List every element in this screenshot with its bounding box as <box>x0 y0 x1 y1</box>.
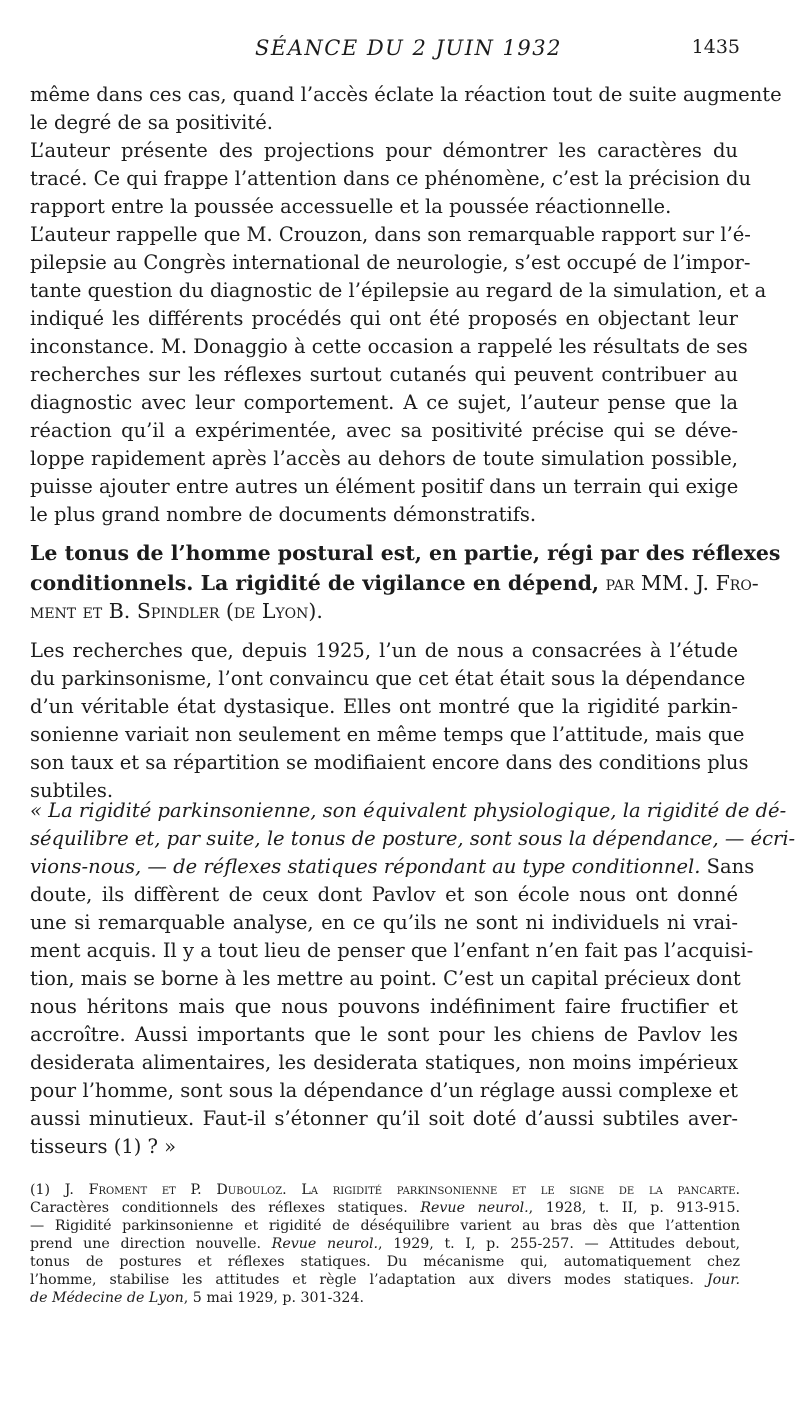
footnote-text: prend une direction nouvelle. <box>30 1236 272 1252</box>
footnote-line <box>30 1272 740 1288</box>
article-title-bold: conditionnels. La rigidité de vigilance en dépend, <box>30 571 600 595</box>
article-title-cont <box>30 568 759 598</box>
article-authors-prefix: par MM. J. Fro- <box>599 571 759 595</box>
quote-line: tion, mais se borne à les mettre au point. C’est un capital précieux dont <box>30 967 741 990</box>
running-title: SÉANCE DU 2 JUIN 1932 <box>255 36 562 60</box>
article-title: Le tonus de l’homme postural est, en partie, régi par des réflexes <box>30 541 781 565</box>
footnote-line: tonus de postures et réflexes statiques. Du mécanisme qui, automatiquement chez <box>30 1254 740 1270</box>
text-line: indiqué les différents procédés qui ont été proposés en objectant leur <box>30 307 738 330</box>
footnote-journal: Revue neurol. <box>420 1200 529 1216</box>
footnote-text: (1) J. Froment et P. Dubouloz. La rigidité parkinsonienne et le signe de la pancarte. <box>30 1182 740 1198</box>
text-line: recherches sur les réflexes surtout cutanés qui peuvent contribuer au <box>30 363 738 386</box>
quote-line: séquilibre et, par suite, le tonus de posture, sont sous la dépendance, — écri- <box>30 827 796 850</box>
quote-line: doute, ils diffèrent de ceux dont Pavlov et son école nous ont donné <box>30 883 738 906</box>
authors-line: ment et B. Spindler (de Lyon). <box>30 599 323 623</box>
footnote-text: Caractères conditionnels des réflexes statiques. <box>30 1200 421 1216</box>
footnote-text: , 1928, t. II, p. 913-915. <box>528 1200 740 1216</box>
text-line: son taux et sa répartition se modifiaient encore dans des conditions plus <box>30 751 749 774</box>
quote-italic: vions-nous, — de réflexes statiques répondant au type conditionnel. <box>30 855 701 878</box>
footnote-line <box>30 1182 740 1198</box>
text-line: le plus grand nombre de documents démonstratifs. <box>30 503 537 526</box>
text-line: pilepsie au Congrès international de neurologie, s’est occupé de l’impor- <box>30 251 751 274</box>
text-line: Les recherches que, depuis 1925, l’un de nous a consacrées à l’étude <box>30 639 738 662</box>
quote-roman: Sans <box>700 855 755 878</box>
page-header <box>0 36 800 66</box>
text-line: d’un véritable état dystasique. Elles ont montré que la rigidité parkin- <box>30 695 738 718</box>
text-line: inconstance. M. Donaggio à cette occasion a rappelé les résultats de ses <box>30 335 748 358</box>
text-line: même dans ces cas, quand l’accès éclate la réaction tout de suite augmente <box>30 83 782 106</box>
text-line: L’auteur rappelle que M. Crouzon, dans son remarquable rapport sur l’é- <box>30 223 751 246</box>
footnote-journal: de Médecine de Lyon <box>30 1290 184 1306</box>
text-line: loppe rapidement après l’accès au dehors de toute simulation possible, <box>30 447 738 470</box>
quote-line: nous héritons mais que nous pouvons indéfiniment faire fructifier et <box>30 995 738 1018</box>
text-line: rapport entre la poussée accessuelle et la poussée réactionnelle. <box>30 195 672 218</box>
text-line: du parkinsonisme, l’ont convaincu que cet état était sous la dépendance <box>30 667 746 690</box>
footnote-line: — Rigidité parkinsonienne et rigidité de déséquilibre varient au bras dès que l’attention <box>30 1218 740 1234</box>
quote-line: tisseurs (1) ? » <box>30 1135 177 1158</box>
text-line: L’auteur présente des projections pour démontrer les caractères du <box>30 139 738 162</box>
footnote-line <box>30 1290 740 1306</box>
quote-line: desiderata alimentaires, les desiderata statiques, non moins impérieux <box>30 1051 738 1074</box>
footnote-journal: Revue neurol. <box>271 1236 379 1252</box>
footnote-line <box>30 1236 740 1252</box>
text-line: le degré de sa positivité. <box>30 111 273 134</box>
text-line: réaction qu’il a expérimentée, avec sa positivité précise qui se déve- <box>30 419 738 442</box>
footnote-text: , 1929, t. I, p. 255-257. — Attitudes debout, <box>378 1236 740 1252</box>
text-line: tracé. Ce qui frappe l’attention dans ce phénomène, c’est la précision du <box>30 167 752 190</box>
footnote-text: , 5 mai 1929, p. 301-324. <box>183 1290 364 1306</box>
footnote-journal: Jour. <box>706 1272 740 1288</box>
text-line: sonienne variait non seulement en même temps que l’attitude, mais que <box>30 723 745 746</box>
text-line: puisse ajouter entre autres un élément positif dans un terrain qui exige <box>30 475 739 498</box>
footnote-text: l’homme, stabilise les attitudes et règle l’adaptation aux divers modes statiques. <box>30 1272 707 1288</box>
text-line: tante question du diagnostic de l’épilepsie au regard de la simulation, et a <box>30 279 767 302</box>
page-number: 1435 <box>691 36 740 58</box>
footnote-line <box>30 1200 740 1216</box>
quote-line: aussi minutieux. Faut-il s’étonner qu’il soit doté d’aussi subtiles aver- <box>30 1107 738 1130</box>
quote-line: une si remarquable analyse, en ce qu’ils ne sont ni individuels ni vrai- <box>30 911 738 934</box>
text-line: subtiles. <box>30 779 114 802</box>
quote-line: pour l’homme, sont sous la dépendance d’un réglage aussi complexe et <box>30 1079 738 1102</box>
article-authors <box>30 596 738 626</box>
quote-line: accroître. Aussi importants que le sont pour les chiens de Pavlov les <box>30 1023 738 1046</box>
quote-line: ment acquis. Il y a tout lieu de penser que l’enfant n’en fait pas l’acquisi- <box>30 939 754 962</box>
quote-line <box>30 852 755 882</box>
quote-line: « La rigidité parkinsonienne, son équivalent physiologique, la rigidité de dé- <box>30 799 787 822</box>
text-line: diagnostic avec leur comportement. A ce sujet, l’auteur pense que la <box>30 391 738 414</box>
